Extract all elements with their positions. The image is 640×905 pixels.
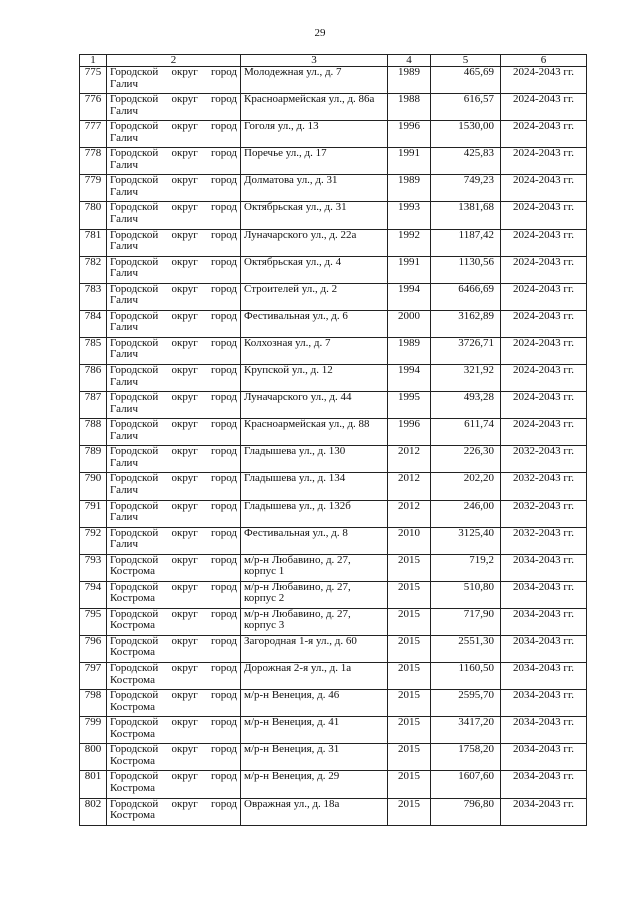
area-cell: 1530,00 [431,121,501,148]
address-cell: м/р-н Венеция, д. 29 [241,771,388,798]
address-cell: м/р-н Венеция, д. 31 [241,744,388,771]
table-row [80,771,587,798]
table-row [80,94,587,121]
area-cell: 719,2 [431,554,501,581]
address-cell: Загородная 1-я ул., д. 60 [241,635,388,662]
period-cell: 2024-2043 гг. [501,148,587,175]
row-number: 801 [80,771,107,798]
area-cell: 2551,30 [431,635,501,662]
area-cell: 2595,70 [431,690,501,717]
address-cell: Гладышева ул., д. 130 [241,446,388,473]
table-row [80,392,587,419]
year-cell: 1989 [388,175,431,202]
period-cell: 2024-2043 гг. [501,67,587,94]
row-number: 783 [80,283,107,310]
address-cell: Красноармейская ул., д. 88 [241,419,388,446]
period-cell: 2024-2043 гг. [501,229,587,256]
row-number: 797 [80,663,107,690]
area-cell: 616,57 [431,94,501,121]
area-cell: 510,80 [431,581,501,608]
year-cell: 1989 [388,67,431,94]
address-cell: м/р-н Венеция, д. 46 [241,690,388,717]
address-cell: Красноармейская ул., д. 86а [241,94,388,121]
address-cell: Колхозная ул., д. 7 [241,337,388,364]
table-row [80,635,587,662]
year-cell: 2010 [388,527,431,554]
table-row [80,500,587,527]
district-cell: Городской округ город Кострома [107,608,241,635]
year-cell: 2015 [388,663,431,690]
table-row [80,744,587,771]
address-cell: Гоголя ул., д. 13 [241,121,388,148]
period-cell: 2024-2043 гг. [501,337,587,364]
address-cell: Фестивальная ул., д. 6 [241,310,388,337]
row-number: 791 [80,500,107,527]
table-row [80,663,587,690]
housing-registry-table [79,54,587,826]
district-cell: Городской округ город Галич [107,527,241,554]
period-cell: 2034-2043 гг. [501,744,587,771]
address-cell: Октябрьская ул., д. 4 [241,256,388,283]
year-cell: 1994 [388,365,431,392]
header-row [80,55,587,67]
period-cell: 2024-2043 гг. [501,310,587,337]
area-cell: 493,28 [431,392,501,419]
table-row [80,337,587,364]
district-cell: Городской округ город Галич [107,121,241,148]
district-cell: Городской округ город Галич [107,310,241,337]
row-number: 776 [80,94,107,121]
area-cell: 1187,42 [431,229,501,256]
period-cell: 2034-2043 гг. [501,635,587,662]
area-cell: 6466,69 [431,283,501,310]
district-cell: Городской округ город Галич [107,175,241,202]
district-cell: Городской округ город Галич [107,283,241,310]
address-cell: м/р-н Любавино, д. 27, корпус 2 [241,581,388,608]
table-row [80,473,587,500]
district-cell: Городской округ город Галич [107,202,241,229]
period-cell: 2032-2043 гг. [501,527,587,554]
table-row [80,608,587,635]
period-cell: 2032-2043 гг. [501,500,587,527]
area-cell: 246,00 [431,500,501,527]
address-cell: Овражная ул., д. 18а [241,798,388,825]
column-header: 1 [80,55,107,67]
district-cell: Городской округ город Кострома [107,798,241,825]
year-cell: 1992 [388,229,431,256]
area-cell: 1130,56 [431,256,501,283]
row-number: 778 [80,148,107,175]
district-cell: Городской округ город Кострома [107,554,241,581]
year-cell: 1994 [388,283,431,310]
area-cell: 611,74 [431,419,501,446]
address-cell: Фестивальная ул., д. 8 [241,527,388,554]
year-cell: 1991 [388,148,431,175]
address-cell: м/р-н Венеция, д. 41 [241,717,388,744]
column-header: 2 [107,55,241,67]
district-cell: Городской округ город Кострома [107,744,241,771]
row-number: 802 [80,798,107,825]
table-row [80,283,587,310]
column-header: 3 [241,55,388,67]
year-cell: 2015 [388,771,431,798]
row-number: 777 [80,121,107,148]
table-row [80,527,587,554]
column-header: 5 [431,55,501,67]
table-row [80,148,587,175]
district-cell: Городской округ город Кострома [107,581,241,608]
area-cell: 749,23 [431,175,501,202]
address-cell: Гладышева ул., д. 132б [241,500,388,527]
year-cell: 1996 [388,419,431,446]
row-number: 786 [80,365,107,392]
period-cell: 2024-2043 гг. [501,94,587,121]
row-number: 785 [80,337,107,364]
address-cell: Дорожная 2-я ул., д. 1а [241,663,388,690]
row-number: 780 [80,202,107,229]
year-cell: 1995 [388,392,431,419]
year-cell: 1988 [388,94,431,121]
year-cell: 1993 [388,202,431,229]
period-cell: 2034-2043 гг. [501,717,587,744]
year-cell: 1989 [388,337,431,364]
district-cell: Городской округ город Галич [107,229,241,256]
district-cell: Городской округ город Галич [107,148,241,175]
table-row [80,798,587,825]
area-cell: 796,80 [431,798,501,825]
period-cell: 2034-2043 гг. [501,798,587,825]
period-cell: 2024-2043 гг. [501,365,587,392]
table-row [80,581,587,608]
period-cell: 2034-2043 гг. [501,663,587,690]
address-cell: Долматова ул., д. 31 [241,175,388,202]
period-cell: 2034-2043 гг. [501,690,587,717]
address-cell: м/р-н Любавино, д. 27, корпус 1 [241,554,388,581]
district-cell: Городской округ город Галич [107,94,241,121]
address-cell: Луначарского ул., д. 44 [241,392,388,419]
year-cell: 2015 [388,581,431,608]
period-cell: 2024-2043 гг. [501,202,587,229]
area-cell: 1160,50 [431,663,501,690]
district-cell: Городской округ город Кострома [107,635,241,662]
row-number: 789 [80,446,107,473]
table-row [80,229,587,256]
table-row [80,365,587,392]
area-cell: 1381,68 [431,202,501,229]
year-cell: 2015 [388,608,431,635]
table-row [80,310,587,337]
district-cell: Городской округ город Галич [107,365,241,392]
period-cell: 2034-2043 гг. [501,581,587,608]
table-row [80,256,587,283]
address-cell: Октябрьская ул., д. 31 [241,202,388,229]
period-cell: 2024-2043 гг. [501,392,587,419]
area-cell: 3417,20 [431,717,501,744]
area-cell: 3726,71 [431,337,501,364]
row-number: 781 [80,229,107,256]
district-cell: Городской округ город Кострома [107,771,241,798]
area-cell: 202,20 [431,473,501,500]
row-number: 799 [80,717,107,744]
area-cell: 3125,40 [431,527,501,554]
table-row [80,419,587,446]
row-number: 784 [80,310,107,337]
district-cell: Городской округ город Галич [107,337,241,364]
year-cell: 2015 [388,635,431,662]
column-header: 6 [501,55,587,67]
period-cell: 2034-2043 гг. [501,608,587,635]
table-row [80,175,587,202]
address-cell: м/р-н Любавино, д. 27, корпус 3 [241,608,388,635]
district-cell: Городской округ город Галич [107,67,241,94]
address-cell: Молодежная ул., д. 7 [241,67,388,94]
period-cell: 2024-2043 гг. [501,256,587,283]
district-cell: Городской округ город Галич [107,256,241,283]
row-number: 795 [80,608,107,635]
table-row [80,446,587,473]
period-cell: 2024-2043 гг. [501,283,587,310]
year-cell: 2000 [388,310,431,337]
row-number: 788 [80,419,107,446]
district-cell: Городской округ город Кострома [107,717,241,744]
district-cell: Городской округ город Галич [107,500,241,527]
address-cell: Гладышева ул., д. 134 [241,473,388,500]
row-number: 796 [80,635,107,662]
period-cell: 2024-2043 гг. [501,121,587,148]
area-cell: 3162,89 [431,310,501,337]
period-cell: 2032-2043 гг. [501,473,587,500]
address-cell: Луначарского ул., д. 22а [241,229,388,256]
table-body [80,67,587,826]
district-cell: Городской округ город Галич [107,473,241,500]
row-number: 779 [80,175,107,202]
year-cell: 2015 [388,717,431,744]
address-cell: Строителей ул., д. 2 [241,283,388,310]
period-cell: 2034-2043 гг. [501,554,587,581]
page-number: 29 [314,27,326,39]
area-cell: 465,69 [431,67,501,94]
period-cell: 2034-2043 гг. [501,771,587,798]
row-number: 793 [80,554,107,581]
row-number: 798 [80,690,107,717]
column-header: 4 [388,55,431,67]
table-row [80,554,587,581]
row-number: 775 [80,67,107,94]
year-cell: 2012 [388,500,431,527]
year-cell: 2012 [388,473,431,500]
address-cell: Поречье ул., д. 17 [241,148,388,175]
year-cell: 2015 [388,744,431,771]
row-number: 782 [80,256,107,283]
row-number: 790 [80,473,107,500]
district-cell: Городской округ город Галич [107,446,241,473]
area-cell: 717,90 [431,608,501,635]
district-cell: Городской округ город Кострома [107,690,241,717]
period-cell: 2032-2043 гг. [501,446,587,473]
row-number: 787 [80,392,107,419]
row-number: 800 [80,744,107,771]
table-row [80,690,587,717]
table-header [80,55,587,67]
table-row [80,121,587,148]
district-cell: Городской округ город Галич [107,419,241,446]
row-number: 792 [80,527,107,554]
year-cell: 1996 [388,121,431,148]
year-cell: 2015 [388,798,431,825]
table-row [80,67,587,94]
period-cell: 2024-2043 гг. [501,419,587,446]
period-cell: 2024-2043 гг. [501,175,587,202]
area-cell: 321,92 [431,365,501,392]
area-cell: 1758,20 [431,744,501,771]
table-row [80,717,587,744]
area-cell: 226,30 [431,446,501,473]
area-cell: 1607,60 [431,771,501,798]
year-cell: 1991 [388,256,431,283]
year-cell: 2012 [388,446,431,473]
area-cell: 425,83 [431,148,501,175]
row-number: 794 [80,581,107,608]
district-cell: Городской округ город Галич [107,392,241,419]
year-cell: 2015 [388,554,431,581]
address-cell: Крупской ул., д. 12 [241,365,388,392]
table-row [80,202,587,229]
year-cell: 2015 [388,690,431,717]
district-cell: Городской округ город Кострома [107,663,241,690]
